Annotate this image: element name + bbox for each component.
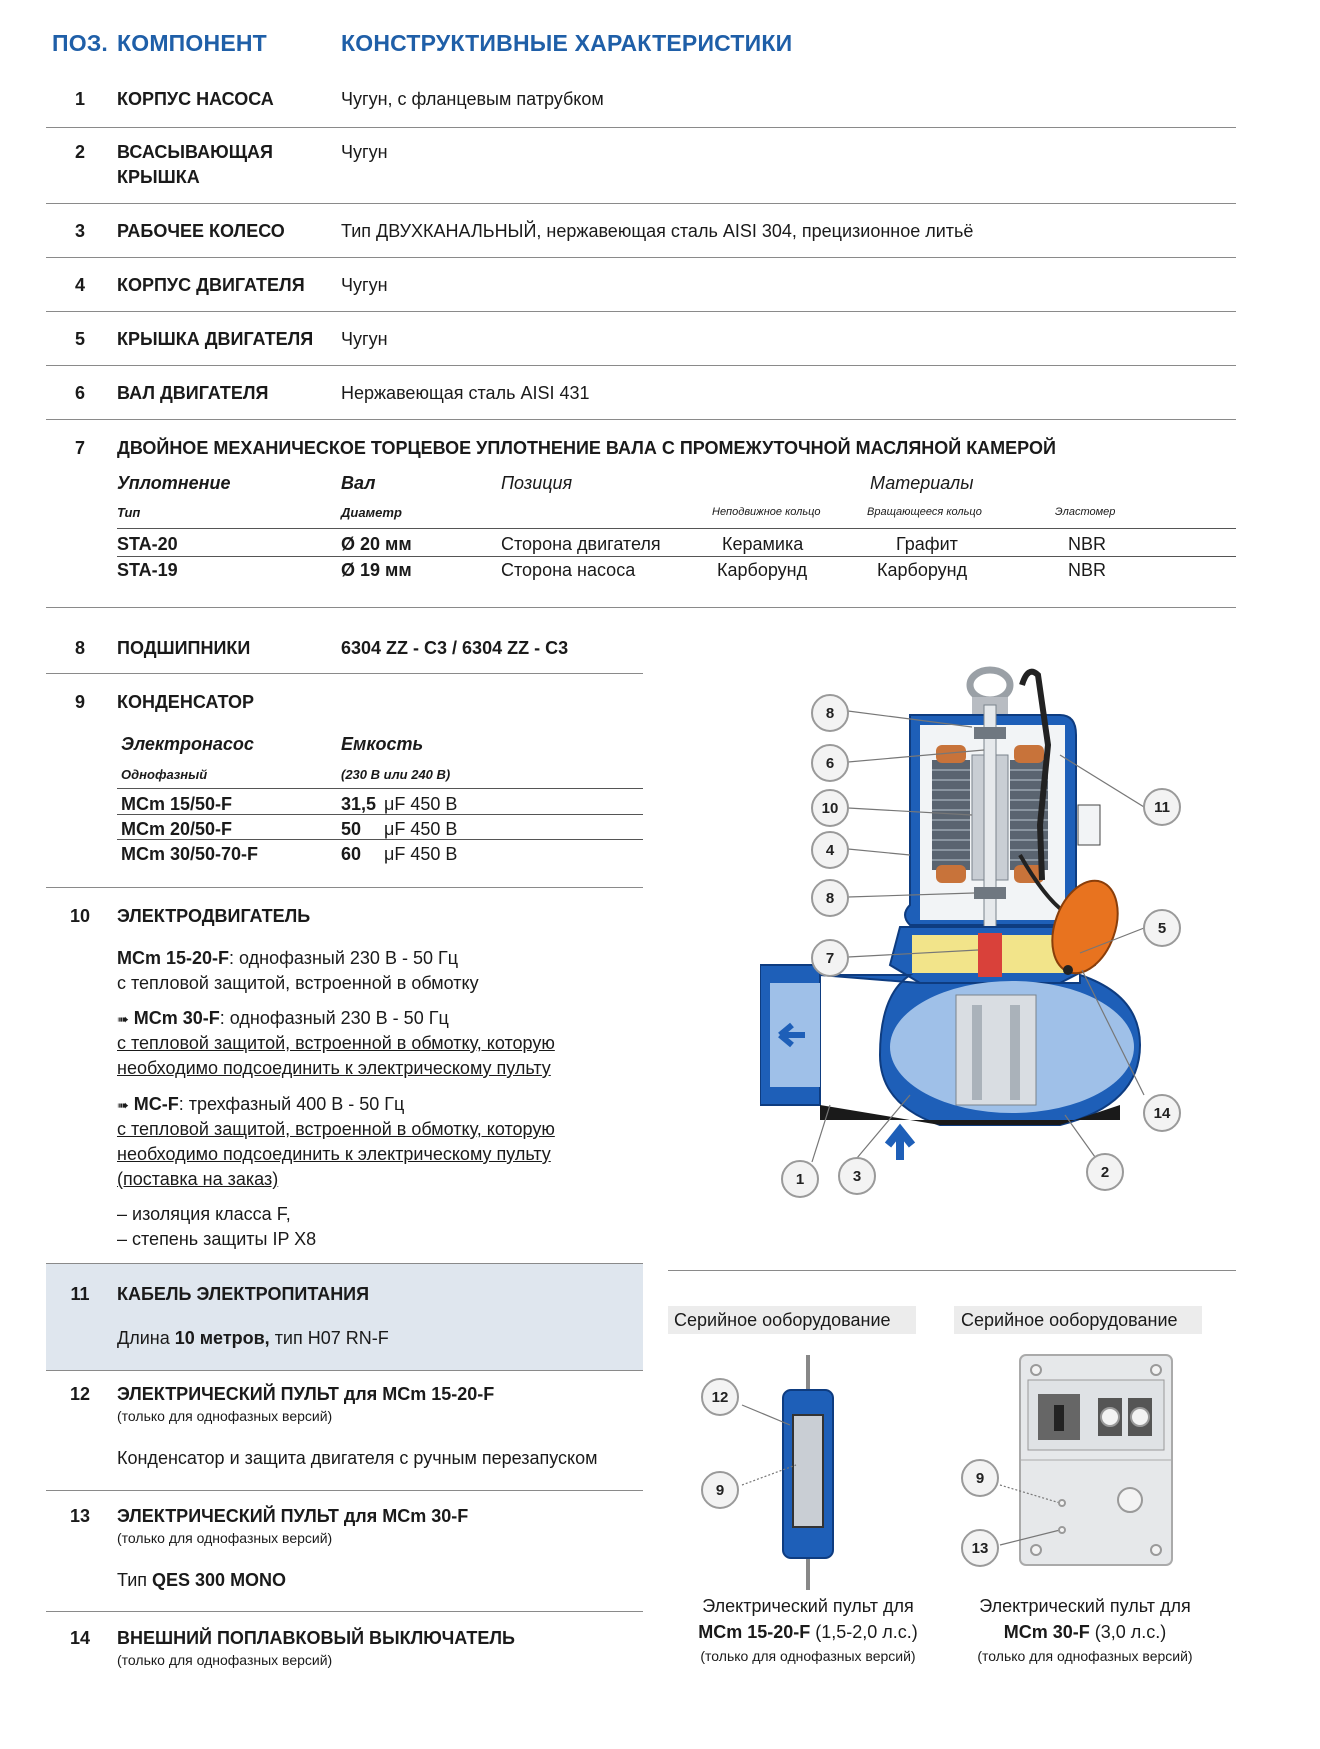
row-6-number: 6: [74, 383, 85, 403]
row-8-number: 8: [74, 638, 85, 658]
capacitor-row-3-model: MCm 30/50-70-F: [121, 844, 259, 864]
row-14-name: ВНЕШНИЙ ПОПЛАВКОВЫЙ ВЫКЛЮЧАТЕЛЬ: [117, 1628, 515, 1648]
capacitor-head-capacity: Емкость: [341, 734, 424, 754]
header-features: КОНСТРУКТИВНЫЕ ХАРАКТЕРИСТИКИ: [341, 30, 793, 56]
row-3-name: РАБОЧЕЕ КОЛЕСО: [117, 221, 285, 241]
svg-text:9: 9: [975, 1470, 985, 1487]
row-12-note: (только для однофазных версий): [117, 1408, 333, 1424]
divider: [46, 1611, 643, 1612]
row-14-number: 14: [69, 1628, 91, 1648]
callout-9: [702, 1472, 738, 1508]
capacitor-row-1-model: MCm 15/50-F: [121, 794, 233, 814]
table-rule: [117, 528, 1236, 529]
seal-sub-rotating: Вращающееся кольцо: [867, 506, 982, 518]
row-6-name: ВАЛ ДВИГАТЕЛЯ: [117, 383, 269, 403]
row-6-value: Нержавеющая сталь AISI 431: [341, 383, 590, 403]
diagram-callouts: [760, 665, 1230, 1225]
capacitor-row-2-unit: μF 450 В: [384, 819, 458, 839]
divider: [46, 311, 1236, 312]
row-5-value: Чугун: [341, 329, 388, 349]
seal-row-1-elastomer: NBR: [1068, 534, 1107, 554]
callout-12: [702, 1379, 738, 1415]
table-rule: [117, 788, 643, 789]
row-14-note: (только для однофазных версий): [117, 1652, 333, 1668]
motor-p3-line4: (поставка на заказ): [117, 1169, 279, 1189]
seal-row-2-type: STA-19: [117, 560, 178, 580]
equipment-left-label: Серийное ооборудование: [674, 1310, 891, 1330]
divider: [46, 203, 1236, 204]
row-10-name: ЭЛЕКТРОДВИГАТЕЛЬ: [117, 906, 311, 926]
motor-p2-line3: необходимо подсоединить к электрическому пульту: [117, 1058, 551, 1078]
row-4-name: КОРПУС ДВИГАТЕЛЯ: [117, 275, 305, 295]
motor-p2-line2: с тепловой защитой, встроенной в обмотку, которую: [117, 1033, 555, 1053]
callout-14: [1144, 1095, 1180, 1131]
row-13-name: ЭЛЕКТРИЧЕСКИЙ ПУЛЬТ для MCm 30-F: [117, 1506, 469, 1526]
arrow-icon: ➠: [117, 1097, 129, 1113]
row-12-name: ЭЛЕКТРИЧЕСКИЙ ПУЛЬТ для MCm 15-20-F: [117, 1384, 495, 1404]
seal-sub-elastomer: Эластомер: [1055, 506, 1116, 518]
callout-1: [782, 1161, 818, 1197]
motor-p1-line1: MCm 15-20-F: однофазный 230 В - 50 Гц: [117, 948, 459, 968]
row-2-name-line1: ВСАСЫВАЮЩАЯ: [117, 142, 273, 162]
divider: [46, 607, 1236, 608]
seal-head-type: Уплотнение: [117, 473, 231, 493]
header-component: КОМПОНЕНТ: [117, 30, 267, 56]
seal-row-2-stationary: Карборунд: [717, 560, 808, 580]
control-panel-13-image: [950, 1350, 1190, 1570]
panel-12-caption-note: (только для однофазных версий): [700, 1648, 916, 1664]
row-2-name-line2: КРЫШКА: [117, 167, 200, 187]
seal-sub-stationary: Неподвижное кольцо: [712, 506, 821, 518]
divider: [46, 673, 643, 674]
seal-row-1-type: STA-20: [117, 534, 178, 554]
row-11-name: КАБЕЛЬ ЭЛЕКТРОПИТАНИЯ: [117, 1284, 370, 1304]
capacitor-row-2-value: 50: [341, 819, 362, 839]
capacitor-row-3-value: 60: [341, 844, 362, 864]
svg-text:4: 4: [825, 842, 835, 859]
svg-text:13: 13: [971, 1540, 989, 1557]
motor-bullet-2: – степень защиты IP X8: [117, 1229, 317, 1249]
seal-sub-diameter: Диаметр: [341, 505, 402, 520]
callout-5: [1144, 910, 1180, 946]
row-11-number: 11: [70, 1284, 90, 1304]
motor-p1-line2: с тепловой защитой, встроенной в обмотку: [117, 973, 479, 993]
callout-11: [1144, 789, 1180, 825]
panel-13-caption-line1: Электрический пульт для: [979, 1596, 1191, 1616]
seal-row-2-elastomer: NBR: [1068, 560, 1107, 580]
row-8-value: 6304 ZZ - C3 / 6304 ZZ - C3: [341, 638, 569, 658]
seal-row-1-position: Сторона двигателя: [501, 534, 661, 554]
row-5-number: 5: [74, 329, 85, 349]
divider: [46, 257, 1236, 258]
panel-13-caption-note: (только для однофазных версий): [977, 1648, 1193, 1664]
callout-4: [812, 832, 848, 868]
row-4-number: 4: [74, 275, 85, 295]
row-1-number: 1: [74, 89, 85, 109]
svg-text:5: 5: [1157, 920, 1167, 937]
seal-head-materials: Материалы: [870, 473, 974, 493]
seal-row-1-rotating: Графит: [896, 534, 958, 554]
panel-12-caption-line1: Электрический пульт для: [702, 1596, 914, 1616]
seal-sub-type: Тип: [117, 505, 141, 520]
row-10-number: 10: [69, 906, 91, 926]
row-13-description: Тип QES 300 MONO: [117, 1570, 287, 1590]
row-12-description: Конденсатор и защита двигателя с ручным перезапуском: [117, 1448, 598, 1468]
svg-text:10: 10: [821, 800, 839, 817]
seal-head-position: Позиция: [501, 473, 573, 493]
capacitor-row-1-unit: μF 450 В: [384, 794, 458, 814]
motor-p2-line1: ➠ MCm 30-F: однофазный 230 В - 50 Гц: [117, 1008, 449, 1028]
divider: [46, 887, 643, 888]
callout-8b: [812, 880, 848, 916]
callout-3: [839, 1158, 875, 1194]
row-2-value: Чугун: [341, 142, 388, 162]
row-3-number: 3: [74, 221, 85, 241]
table-rule: [117, 814, 643, 815]
seal-row-2-position: Сторона насоса: [501, 560, 636, 580]
panel-12-caption-model: MCm 15-20-F (1,5-2,0 л.с.): [698, 1622, 918, 1642]
row-9-number: 9: [74, 692, 85, 712]
callout-13: [962, 1530, 998, 1566]
svg-text:6: 6: [825, 755, 835, 772]
svg-text:9: 9: [715, 1482, 725, 1499]
svg-text:14: 14: [1153, 1105, 1171, 1122]
svg-text:3: 3: [852, 1168, 862, 1185]
callout-2: [1087, 1154, 1123, 1190]
callout-9b: [962, 1460, 998, 1496]
row-13-note: (только для однофазных версий): [117, 1530, 333, 1546]
svg-text:11: 11: [1154, 799, 1170, 816]
divider: [46, 419, 1236, 420]
row-12-number: 12: [69, 1384, 91, 1404]
callout-10: [812, 790, 848, 826]
motor-p3-line2: с тепловой защитой, встроенной в обмотку, которую: [117, 1119, 555, 1139]
svg-text:12: 12: [711, 1389, 729, 1406]
capacitor-row-1-value: 31,5: [341, 794, 377, 814]
equipment-right-label: Серийное ооборудование: [961, 1310, 1178, 1330]
capacitor-sub-voltage: (230 В или 240 В): [341, 767, 451, 782]
callout-7: [812, 940, 848, 976]
table-rule: [117, 839, 643, 840]
capacitor-sub-phase: Однофазный: [121, 767, 208, 782]
control-panel-12-image: [690, 1355, 890, 1595]
row-7-number: 7: [74, 438, 85, 458]
svg-text:8: 8: [825, 890, 835, 907]
row-1-name: КОРПУС НАСОСА: [117, 89, 274, 109]
cable-description: Длина 10 метров, тип H07 RN-F: [117, 1328, 389, 1348]
row-13-number: 13: [69, 1506, 91, 1526]
row-9-name: КОНДЕНСАТОР: [117, 692, 255, 712]
svg-text:2: 2: [1100, 1164, 1110, 1181]
callout-8: [812, 695, 848, 731]
cable-section: [46, 1263, 643, 1371]
table-rule: [117, 556, 1236, 557]
motor-p3-line1: ➠ MC-F: трехфазный 400 В - 50 Гц: [117, 1094, 405, 1114]
header-pos: ПОЗ.: [52, 30, 109, 56]
capacitor-row-2-model: MCm 20/50-F: [121, 819, 233, 839]
capacitor-row-3-unit: μF 450 В: [384, 844, 458, 864]
motor-bullet-1: – изоляция класса F,: [117, 1204, 291, 1224]
row-1-value: Чугун, с фланцевым патрубком: [341, 89, 604, 109]
seal-row-2-rotating: Карборунд: [877, 560, 968, 580]
svg-text:7: 7: [825, 950, 835, 967]
arrow-icon: ➠: [117, 1011, 129, 1027]
panel-13-caption-model: MCm 30-F (3,0 л.с.): [1003, 1622, 1167, 1642]
svg-text:8: 8: [825, 705, 835, 722]
row-7-name: ДВОЙНОЕ МЕХАНИЧЕСКОЕ ТОРЦЕВОЕ УПЛОТНЕНИЕ ВАЛА С ПРОМЕЖУТОЧНОЙ МАСЛЯНОЙ КАМЕРОЙ: [117, 438, 1056, 458]
seal-row-1-stationary: Керамика: [722, 534, 804, 554]
capacitor-head-pump: Электронасос: [121, 734, 254, 754]
row-3-value: Тип ДВУХКАНАЛЬНЫЙ, нержавеющая сталь AISI 304, прецизионное литьё: [341, 221, 974, 241]
row-5-name: КРЫШКА ДВИГАТЕЛЯ: [117, 329, 314, 349]
divider: [668, 1270, 1236, 1271]
divider: [46, 365, 1236, 366]
seal-head-shaft: Вал: [341, 473, 376, 493]
svg-text:1: 1: [795, 1171, 805, 1188]
callout-6: [812, 745, 848, 781]
row-8-name: ПОДШИПНИКИ: [117, 638, 251, 658]
seal-row-1-diameter: Ø 20 мм: [341, 534, 412, 554]
divider: [46, 127, 1236, 128]
row-2-number: 2: [74, 142, 85, 162]
motor-p3-line3: необходимо подсоединить к электрическому пульту: [117, 1144, 551, 1164]
seal-row-2-diameter: Ø 19 мм: [341, 560, 412, 580]
row-4-value: Чугун: [341, 275, 388, 295]
divider: [46, 1490, 643, 1491]
